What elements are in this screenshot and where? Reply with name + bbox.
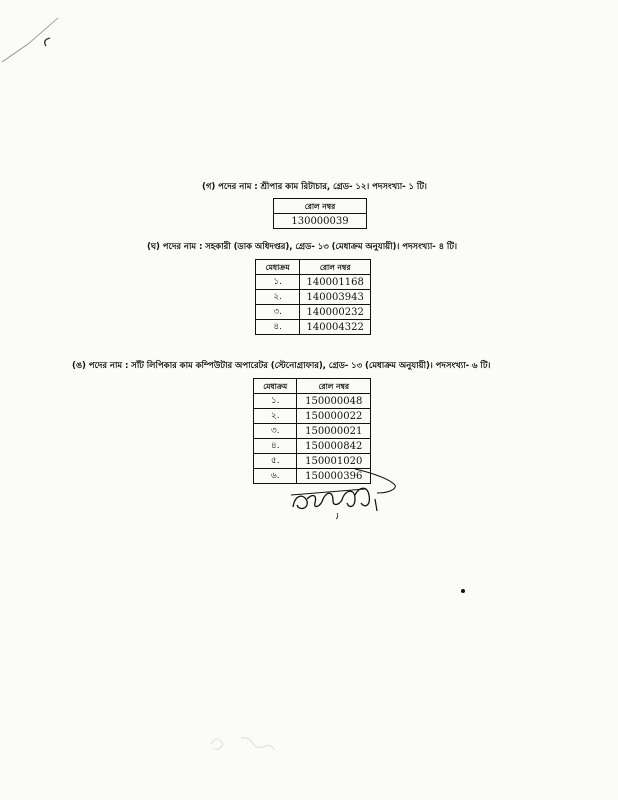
merit-serial: ৪. — [254, 439, 297, 454]
merit-serial: ৩. — [254, 424, 297, 439]
table-row — [256, 320, 371, 335]
merit-serial: ১. — [256, 275, 300, 290]
merit-serial: ৩. — [256, 305, 300, 320]
roll-number: 150000022 — [297, 409, 371, 424]
roll-number: 140000232 — [300, 305, 371, 320]
roll-column-header: রোল নম্বর — [297, 379, 371, 394]
section-gha-heading: (ঘ) পদের নাম : সহকারী (ডাক অধিদপ্তর), গ্রেড- ১৩ (মেধাক্রম অনুযায়ী)। পদসংখ্যা- ৪ টি। — [147, 242, 457, 252]
merit-serial: ৪. — [256, 320, 300, 335]
section-gha-table — [255, 259, 371, 335]
corner-fold-mark — [0, 0, 80, 70]
roll-number: 130000039 — [274, 214, 367, 229]
table-row — [254, 409, 371, 424]
table-row — [254, 439, 371, 454]
merit-serial: ৫. — [254, 454, 297, 469]
roll-number: 140003943 — [300, 290, 371, 305]
table-row — [254, 424, 371, 439]
table-row — [256, 290, 371, 305]
roll-number: 150000048 — [297, 394, 371, 409]
signature — [285, 455, 405, 525]
merit-serial: ৬. — [254, 469, 297, 484]
table-row — [256, 305, 371, 320]
bleed-through-mark — [205, 728, 295, 754]
merit-serial: ২. — [254, 409, 297, 424]
roll-number: 150000842 — [297, 439, 371, 454]
roll-number: 150000396 — [297, 469, 371, 484]
roll-number: 150000021 — [297, 424, 371, 439]
section-ga-heading: (গ) পদের নাম : শ্রীপার কাম রিটাচার, গ্রেড- ১২। পদসংখ্যা- ১ টি। — [202, 182, 427, 192]
roll-column-header: রোল নম্বর — [300, 260, 371, 275]
roll-number: 150001020 — [297, 454, 371, 469]
merit-column-header: মেধাক্রম — [256, 260, 300, 275]
roll-number: 140001168 — [300, 275, 371, 290]
roll-column-header: রোল নম্বর — [274, 199, 367, 214]
section-ga-table — [273, 198, 367, 229]
section-uma-heading: (ঙ) পদের নাম : সাঁট লিপিকার কাম কম্পিউটার অপারেটর (স্টেনোগ্রাফার), গ্রেড- ১৩ (মেধাক্রম অনুযায়ী)। পদসংখ্যা- ৬ টি। — [72, 361, 491, 371]
table-row — [254, 394, 371, 409]
roll-number: 140004322 — [300, 320, 371, 335]
merit-serial: ১. — [254, 394, 297, 409]
table-row — [256, 275, 371, 290]
merit-column-header: মেধাক্রম — [254, 379, 297, 394]
table-row — [274, 214, 367, 229]
merit-serial: ২. — [256, 290, 300, 305]
ink-speck — [461, 589, 465, 593]
